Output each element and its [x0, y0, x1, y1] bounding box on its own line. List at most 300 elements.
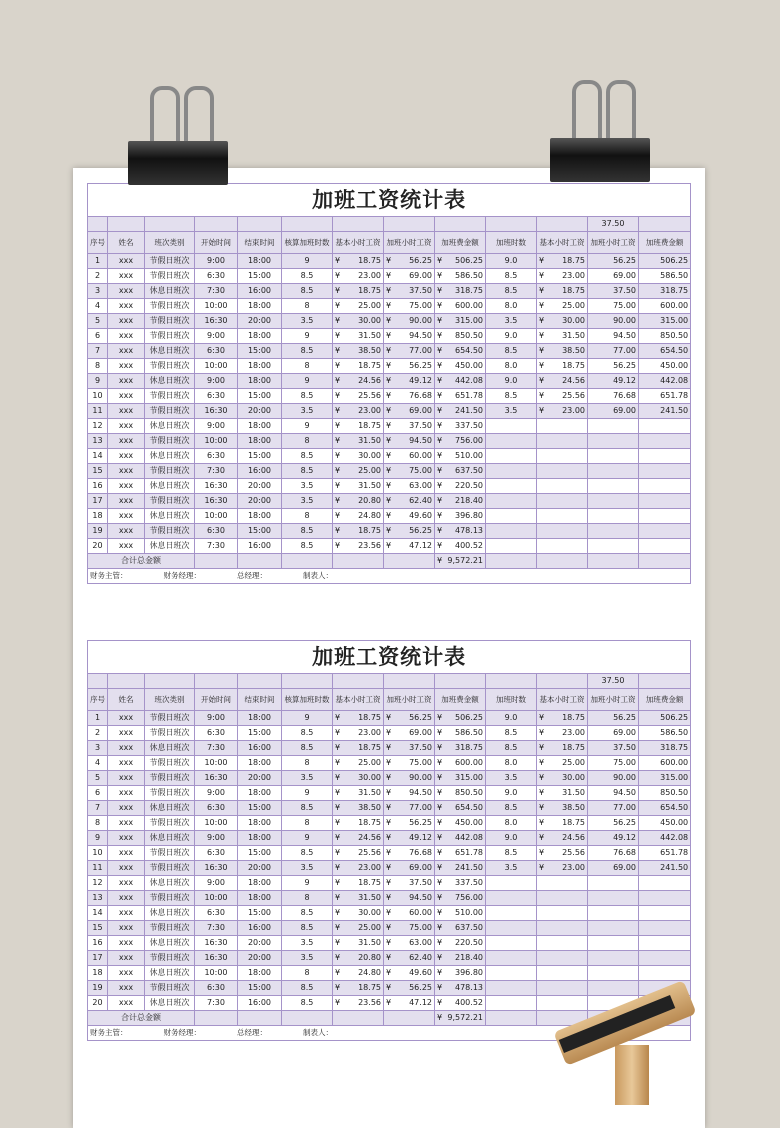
money-cell — [435, 254, 486, 269]
amount: 25.00 — [358, 758, 381, 767]
value-cell: xxx — [108, 951, 145, 966]
currency-symbol: ¥ — [386, 451, 392, 460]
currency-symbol: ¥ — [335, 316, 341, 325]
value-cell: 9.0 — [486, 786, 537, 801]
value-cell: 节假日班次 — [145, 711, 195, 726]
amount: 56.25 — [409, 256, 432, 265]
currency-symbol: ¥ — [335, 436, 341, 445]
currency-symbol: ¥ — [335, 511, 341, 520]
money-cell — [333, 846, 384, 861]
money-cell — [384, 846, 435, 861]
money-cell — [435, 419, 486, 434]
value-cell: 8.5 — [282, 344, 333, 359]
amount: 396.80 — [455, 511, 483, 520]
value-cell: 651.78 — [639, 389, 691, 404]
table-row — [88, 464, 691, 479]
money-cell — [384, 509, 435, 524]
value-cell: 14 — [88, 449, 108, 464]
value-cell: 77.00 — [588, 801, 639, 816]
amount: 90.00 — [409, 316, 432, 325]
money-cell — [537, 861, 588, 876]
value-cell: 8 — [282, 816, 333, 831]
value-cell — [588, 434, 639, 449]
value-cell: 节假日班次 — [145, 404, 195, 419]
value-cell: 19 — [88, 524, 108, 539]
money-cell — [537, 299, 588, 314]
cell — [486, 1011, 537, 1026]
value-cell: 3.5 — [486, 314, 537, 329]
cell — [639, 217, 691, 232]
value-cell: 18:00 — [238, 299, 282, 314]
money-cell — [537, 831, 588, 846]
currency-symbol: ¥ — [335, 968, 341, 977]
money-cell — [384, 269, 435, 284]
money-cell — [435, 756, 486, 771]
title-row — [88, 641, 691, 674]
value-cell: 8.5 — [282, 906, 333, 921]
value-cell: 8 — [282, 756, 333, 771]
currency-symbol: ¥ — [437, 908, 443, 917]
value-cell: 20:00 — [238, 479, 282, 494]
value-cell: 8.5 — [486, 269, 537, 284]
value-cell: 10:00 — [195, 891, 238, 906]
currency-symbol: ¥ — [539, 803, 545, 812]
value-cell: 94.50 — [588, 786, 639, 801]
money-cell — [333, 314, 384, 329]
amount: 20.80 — [358, 496, 381, 505]
rate-note: 37.50 — [588, 217, 639, 232]
value-cell: 9 — [88, 374, 108, 389]
money-cell — [384, 816, 435, 831]
value-cell: 15:00 — [238, 389, 282, 404]
money-cell — [537, 284, 588, 299]
currency-symbol: ¥ — [437, 983, 443, 992]
amount: 49.12 — [409, 833, 432, 842]
amount: 337.50 — [455, 421, 483, 430]
amount: 337.50 — [455, 878, 483, 887]
value-cell: 节假日班次 — [145, 846, 195, 861]
table-row — [88, 359, 691, 374]
money-cell — [333, 726, 384, 741]
value-cell: 3.5 — [282, 494, 333, 509]
amount: 18.75 — [358, 256, 381, 265]
amount: 30.00 — [562, 773, 585, 782]
table-row — [88, 539, 691, 554]
currency-symbol: ¥ — [539, 271, 545, 280]
currency-symbol: ¥ — [335, 496, 341, 505]
money-cell — [333, 374, 384, 389]
value-cell: 2 — [88, 269, 108, 284]
value-cell: 506.25 — [639, 711, 691, 726]
money-cell — [384, 861, 435, 876]
table-row — [88, 449, 691, 464]
currency-symbol: ¥ — [437, 286, 443, 295]
currency-symbol: ¥ — [386, 758, 392, 767]
table-row — [88, 329, 691, 344]
currency-symbol: ¥ — [335, 983, 341, 992]
value-cell: 6:30 — [195, 726, 238, 741]
amount: 23.00 — [562, 271, 585, 280]
value-cell: 7:30 — [195, 996, 238, 1011]
amount: 47.12 — [409, 541, 432, 550]
cell — [88, 674, 108, 689]
money-cell — [435, 846, 486, 861]
amount: 49.60 — [409, 968, 432, 977]
value-cell — [537, 479, 588, 494]
total-row — [88, 554, 691, 569]
currency-symbol: ¥ — [335, 953, 341, 962]
money-cell — [384, 906, 435, 921]
value-cell: 77.00 — [588, 344, 639, 359]
value-cell: 18 — [88, 509, 108, 524]
value-cell: 6 — [88, 786, 108, 801]
value-cell: 3.5 — [282, 479, 333, 494]
amount: 38.50 — [358, 346, 381, 355]
money-cell — [435, 464, 486, 479]
money-cell — [537, 801, 588, 816]
amount: 60.00 — [409, 451, 432, 460]
currency-symbol: ¥ — [386, 818, 392, 827]
value-cell: 18:00 — [238, 254, 282, 269]
amount: 30.00 — [358, 451, 381, 460]
money-cell — [333, 741, 384, 756]
money-cell — [333, 494, 384, 509]
table-row — [88, 299, 691, 314]
amount: 75.00 — [409, 923, 432, 932]
amount: 600.00 — [455, 758, 483, 767]
money-cell — [333, 831, 384, 846]
currency-symbol: ¥ — [437, 713, 443, 722]
value-cell: 3.5 — [486, 861, 537, 876]
money-cell — [435, 539, 486, 554]
money-cell — [435, 876, 486, 891]
amount: 94.50 — [409, 331, 432, 340]
table-row — [88, 786, 691, 801]
cell — [537, 674, 588, 689]
signature-label: 财务经理： — [163, 1028, 201, 1037]
amount: 24.56 — [562, 376, 585, 385]
column-header: 开始时间 — [195, 232, 238, 254]
value-cell — [486, 876, 537, 891]
currency-symbol: ¥ — [437, 728, 443, 737]
currency-symbol: ¥ — [386, 361, 392, 370]
value-cell: 3.5 — [282, 861, 333, 876]
value-cell: 8.5 — [282, 846, 333, 861]
money-cell — [435, 771, 486, 786]
value-cell: 16:30 — [195, 479, 238, 494]
value-cell: 8 — [282, 299, 333, 314]
value-cell: xxx — [108, 726, 145, 741]
currency-symbol: ¥ — [386, 436, 392, 445]
value-cell: 76.68 — [588, 389, 639, 404]
currency-symbol: ¥ — [335, 301, 341, 310]
value-cell — [486, 524, 537, 539]
money-cell — [333, 329, 384, 344]
amount: 510.00 — [455, 451, 483, 460]
money-cell — [435, 434, 486, 449]
table-row — [88, 891, 691, 906]
value-cell: 56.25 — [588, 816, 639, 831]
money-cell — [333, 284, 384, 299]
currency-symbol: ¥ — [386, 256, 392, 265]
value-cell: 休息日班次 — [145, 344, 195, 359]
amount: 18.75 — [358, 421, 381, 430]
money-cell — [333, 771, 384, 786]
currency-symbol: ¥ — [386, 466, 392, 475]
value-cell: 10:00 — [195, 756, 238, 771]
value-cell: 15:00 — [238, 269, 282, 284]
column-header: 加班费金额 — [639, 232, 691, 254]
column-header: 核算加班时数 — [282, 232, 333, 254]
value-cell: 8 — [282, 359, 333, 374]
value-cell: 9:00 — [195, 876, 238, 891]
value-cell: 8.0 — [486, 359, 537, 374]
table-row — [88, 846, 691, 861]
currency-symbol: ¥ — [437, 833, 443, 842]
cell — [238, 674, 282, 689]
value-cell — [537, 449, 588, 464]
value-cell — [537, 434, 588, 449]
amount: 94.50 — [409, 436, 432, 445]
table-row — [88, 741, 691, 756]
money-cell — [384, 981, 435, 996]
amount: 24.56 — [358, 376, 381, 385]
amount: 38.50 — [562, 346, 585, 355]
currency-symbol: ¥ — [335, 271, 341, 280]
currency-symbol: ¥ — [539, 316, 545, 325]
cell — [486, 217, 537, 232]
money-cell — [384, 741, 435, 756]
value-cell: 56.25 — [588, 254, 639, 269]
value-cell: 16:30 — [195, 771, 238, 786]
value-cell — [537, 936, 588, 951]
money-cell — [333, 404, 384, 419]
value-cell — [639, 509, 691, 524]
value-cell: 18:00 — [238, 876, 282, 891]
value-cell: 9.0 — [486, 329, 537, 344]
amount: 76.68 — [409, 391, 432, 400]
value-cell — [486, 996, 537, 1011]
table-row — [88, 906, 691, 921]
value-cell: 节假日班次 — [145, 299, 195, 314]
amount: 25.00 — [358, 466, 381, 475]
amount: 586.50 — [455, 271, 483, 280]
money-cell — [435, 921, 486, 936]
currency-symbol: ¥ — [437, 923, 443, 932]
cell — [588, 554, 639, 569]
value-cell: 9.0 — [486, 374, 537, 389]
value-cell: 7:30 — [195, 539, 238, 554]
value-cell — [588, 524, 639, 539]
table-row — [88, 726, 691, 741]
cell — [282, 217, 333, 232]
currency-symbol: ¥ — [335, 893, 341, 902]
currency-symbol: ¥ — [386, 713, 392, 722]
value-cell — [486, 966, 537, 981]
value-cell: 10:00 — [195, 299, 238, 314]
value-cell: 6 — [88, 329, 108, 344]
value-cell: 节假日班次 — [145, 921, 195, 936]
amount: 651.78 — [455, 391, 483, 400]
value-cell: 18:00 — [238, 786, 282, 801]
value-cell: 18:00 — [238, 711, 282, 726]
column-header: 姓名 — [108, 232, 145, 254]
money-cell — [537, 846, 588, 861]
value-cell: 9 — [282, 831, 333, 846]
value-cell: 16:00 — [238, 284, 282, 299]
value-cell: xxx — [108, 786, 145, 801]
value-cell — [537, 951, 588, 966]
value-cell — [537, 891, 588, 906]
amount: 47.12 — [409, 998, 432, 1007]
value-cell — [588, 951, 639, 966]
currency-symbol: ¥ — [386, 271, 392, 280]
value-cell: 506.25 — [639, 254, 691, 269]
column-header: 加班小时工资 — [588, 232, 639, 254]
value-cell: 8.5 — [282, 981, 333, 996]
value-cell: 节假日班次 — [145, 494, 195, 509]
money-cell — [435, 966, 486, 981]
value-cell — [588, 936, 639, 951]
currency-symbol: ¥ — [335, 346, 341, 355]
value-cell: 节假日班次 — [145, 771, 195, 786]
value-cell: 3.5 — [282, 314, 333, 329]
currency-symbol: ¥ — [539, 833, 545, 842]
value-cell: xxx — [108, 756, 145, 771]
amount: 69.00 — [409, 728, 432, 737]
value-cell: 8.0 — [486, 299, 537, 314]
value-cell: xxx — [108, 891, 145, 906]
amount: 18.75 — [562, 256, 585, 265]
value-cell: 651.78 — [639, 846, 691, 861]
money-cell — [333, 951, 384, 966]
value-cell: xxx — [108, 741, 145, 756]
value-cell: 654.50 — [639, 801, 691, 816]
money-cell — [384, 801, 435, 816]
value-cell — [588, 906, 639, 921]
table-row — [88, 254, 691, 269]
value-cell: 18:00 — [238, 966, 282, 981]
currency-symbol: ¥ — [539, 361, 545, 370]
money-cell — [384, 524, 435, 539]
currency-symbol: ¥ — [335, 818, 341, 827]
value-cell: 442.08 — [639, 374, 691, 389]
money-cell — [435, 269, 486, 284]
value-cell: 56.25 — [588, 711, 639, 726]
value-cell: 9:00 — [195, 831, 238, 846]
value-cell: xxx — [108, 449, 145, 464]
value-cell: xxx — [108, 314, 145, 329]
column-header: 结束时间 — [238, 689, 282, 711]
value-cell: 315.00 — [639, 314, 691, 329]
value-cell — [537, 539, 588, 554]
money-cell — [435, 344, 486, 359]
amount: 49.60 — [409, 511, 432, 520]
money-cell — [435, 374, 486, 389]
value-cell: xxx — [108, 906, 145, 921]
value-cell — [486, 494, 537, 509]
money-cell — [384, 831, 435, 846]
amount: 18.75 — [358, 526, 381, 535]
value-cell: 3.5 — [486, 771, 537, 786]
cell — [537, 554, 588, 569]
table-row — [88, 389, 691, 404]
value-cell: 16:00 — [238, 539, 282, 554]
cell — [195, 554, 238, 569]
table-row — [88, 314, 691, 329]
money-cell — [537, 756, 588, 771]
value-cell: 4 — [88, 299, 108, 314]
cell — [238, 554, 282, 569]
amount: 18.75 — [562, 286, 585, 295]
money-cell — [435, 891, 486, 906]
currency-symbol: ¥ — [539, 743, 545, 752]
value-cell: 586.50 — [639, 269, 691, 284]
value-cell: 16:00 — [238, 996, 282, 1011]
column-header: 加班费金额 — [435, 232, 486, 254]
money-cell — [435, 524, 486, 539]
money-cell — [537, 404, 588, 419]
amount: 18.75 — [358, 286, 381, 295]
money-cell — [435, 831, 486, 846]
amount: 25.56 — [358, 848, 381, 857]
amount: 31.50 — [358, 788, 381, 797]
money-cell — [435, 786, 486, 801]
value-cell: 节假日班次 — [145, 861, 195, 876]
money-cell — [435, 314, 486, 329]
currency-symbol: ¥ — [539, 863, 545, 872]
currency-symbol: ¥ — [335, 728, 341, 737]
money-cell — [333, 539, 384, 554]
value-cell: 8 — [282, 966, 333, 981]
value-cell — [639, 906, 691, 921]
amount: 25.00 — [358, 301, 381, 310]
value-cell: 休息日班次 — [145, 509, 195, 524]
currency-symbol: ¥ — [335, 863, 341, 872]
value-cell: 15:00 — [238, 981, 282, 996]
value-cell: 6:30 — [195, 269, 238, 284]
money-cell — [333, 254, 384, 269]
value-cell: 休息日班次 — [145, 936, 195, 951]
value-cell — [486, 921, 537, 936]
currency-symbol: ¥ — [386, 391, 392, 400]
cell — [486, 674, 537, 689]
value-cell: 9 — [282, 329, 333, 344]
money-cell — [384, 771, 435, 786]
money-cell — [333, 936, 384, 951]
cell — [108, 674, 145, 689]
currency-symbol: ¥ — [386, 983, 392, 992]
amount: 510.00 — [455, 908, 483, 917]
currency-symbol: ¥ — [437, 256, 443, 265]
money-cell — [384, 314, 435, 329]
value-cell: 318.75 — [639, 284, 691, 299]
value-cell: 6:30 — [195, 344, 238, 359]
value-cell: 600.00 — [639, 299, 691, 314]
value-cell: 10:00 — [195, 509, 238, 524]
currency-symbol: ¥ — [539, 331, 545, 340]
signature-label: 总经理： — [237, 571, 267, 580]
currency-symbol: ¥ — [437, 346, 443, 355]
money-cell — [333, 786, 384, 801]
value-cell: 11 — [88, 861, 108, 876]
money-cell — [435, 389, 486, 404]
amount: 23.00 — [562, 406, 585, 415]
value-cell: 20:00 — [238, 404, 282, 419]
value-cell: 37.50 — [588, 741, 639, 756]
cell — [195, 217, 238, 232]
value-cell: 8.5 — [282, 524, 333, 539]
